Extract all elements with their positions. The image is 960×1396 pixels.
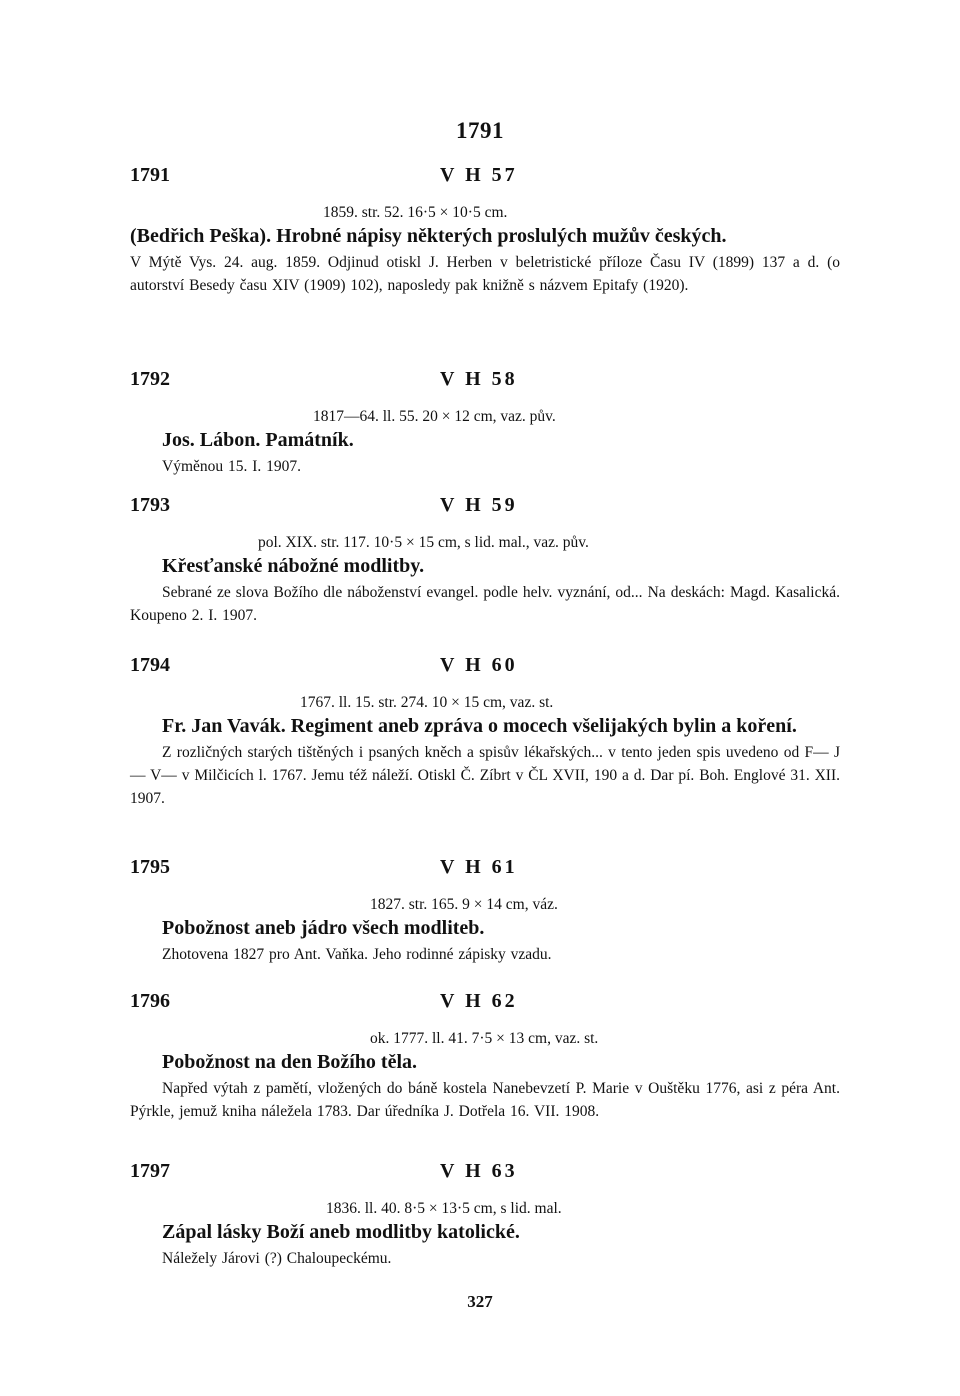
entry-signature: V H 61 (440, 856, 518, 878)
catalog-entry-1795 (130, 856, 840, 966)
entry-header (130, 990, 840, 1024)
entry-title: Fr. Jan Vavák. Regiment aneb zpráva o mocech všelijakých bylin a koření. (162, 715, 797, 737)
entry-signature: V H 60 (440, 654, 518, 676)
entry-number: 1795 (130, 856, 170, 878)
page-number: 327 (467, 1292, 493, 1311)
entry-title: Zápal lásky Boží aneb modlitby katolické. (162, 1221, 520, 1243)
entry-number: 1793 (130, 494, 170, 516)
entry-header (130, 368, 840, 402)
entry-header (130, 654, 840, 688)
entry-number: 1796 (130, 990, 170, 1012)
entry-number: 1797 (130, 1160, 170, 1182)
catalog-entry-1794 (130, 654, 840, 810)
entry-number: 1791 (130, 164, 170, 186)
catalog-entry-1791 (130, 164, 840, 297)
entry-signature: V H 63 (440, 1160, 518, 1182)
catalog-entry-1797 (130, 1160, 840, 1270)
entry-physical-description: 1836. ll. 40. 8·5 × 13·5 cm, s lid. mal. (326, 1200, 562, 1217)
entry-signature: V H 58 (440, 368, 518, 390)
entry-note: Sebrané ze slova Božího dle náboženství evangel. podle helv. vyznání, od... Na deskách: Magd. Kasalická. Koupeno 2. I. 1907. (130, 584, 840, 624)
entry-note: Náležely Járovi (?) Chaloupeckému. (162, 1250, 392, 1267)
entry-title: (Bedřich Peška). Hrobné nápisy některých proslulých mužův českých. (130, 225, 727, 247)
entry-number: 1794 (130, 654, 170, 676)
catalog-entry-1796 (130, 990, 840, 1123)
entry-header (130, 856, 840, 890)
running-head: 1791 (456, 118, 504, 143)
entry-title: Jos. Lábon. Památník. (162, 429, 354, 451)
entry-physical-description: pol. XIX. str. 117. 10·5 × 15 cm, s lid. mal., vaz. pův. (258, 534, 589, 551)
entry-signature: V H 57 (440, 164, 518, 186)
entry-title: Pobožnost aneb jádro všech modliteb. (162, 917, 485, 939)
entry-number: 1792 (130, 368, 170, 390)
entry-header (130, 1160, 840, 1194)
entry-physical-description: ok. 1777. ll. 41. 7·5 × 13 cm, vaz. st. (370, 1030, 599, 1047)
entry-note: V Mýtě Vys. 24. aug. 1859. Odjinud otiskl J. Herben v beletristické příloze Času IV (1899) 137 a d. (o autorství Besedy času XIV (1909) 102), naposledy pak knižně s názvem Epitafy (1920). (130, 254, 840, 294)
entry-note: Zhotovena 1827 pro Ant. Vaňka. Jeho rodinné zápisky vzadu. (162, 946, 552, 963)
entry-physical-description: 1767. ll. 15. str. 274. 10 × 15 cm, vaz. st. (300, 694, 554, 711)
entry-header (130, 494, 840, 528)
entry-physical-description: 1827. str. 165. 9 × 14 cm, váz. (370, 896, 558, 913)
entry-signature: V H 62 (440, 990, 518, 1012)
entry-note: Napřed výtah z pamětí, vložených do báně kostela Nanebevzetí P. Marie v Ouštěku 1776, asi z péra Ant. Pýrkle, jemuž kniha náležela 1783. Dar úředníka J. Dotřela 16. VII. 1908. (130, 1080, 840, 1120)
catalog-entry-1793 (130, 494, 840, 627)
entry-title: Křesťanské nábožné modlitby. (162, 555, 425, 577)
entry-note: Z rozličných starých tištěných i psaných kněch a spisův lékařských... v tento jeden spis uvedeno od F— J— V— v Milčicích l. 1767. Jemu též náleží. Otiskl Č. Zíbrt v ČL XVII, 190 a d. Dar pí. Boh. Englové 31. XII. 1907. (130, 744, 840, 807)
entry-title: Pobožnost na den Božího těla. (162, 1051, 418, 1073)
entry-note: Výměnou 15. I. 1907. (162, 458, 302, 475)
entry-signature: V H 59 (440, 494, 518, 516)
entry-header (130, 164, 840, 198)
entry-physical-description: 1817—64. ll. 55. 20 × 12 cm, vaz. pův. (313, 408, 556, 425)
entry-physical-description: 1859. str. 52. 16·5 × 10·5 cm. (323, 204, 508, 221)
catalog-entry-1792 (130, 368, 840, 478)
